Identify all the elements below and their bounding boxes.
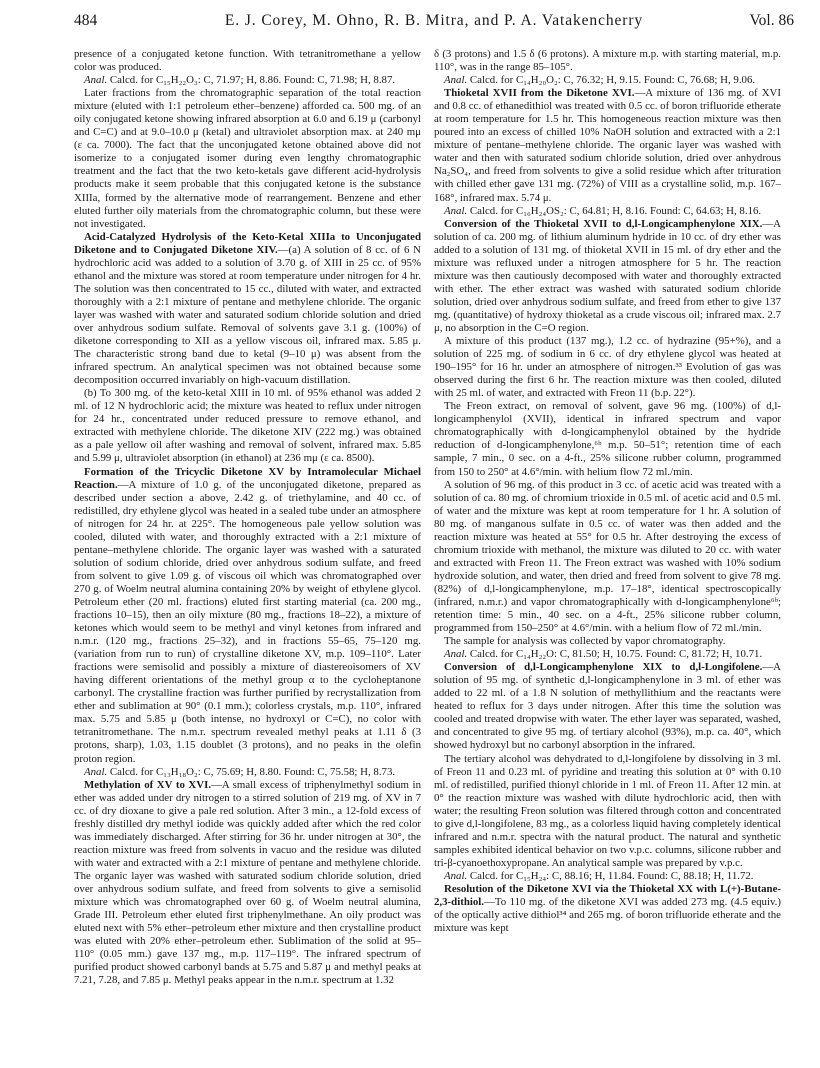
- paragraph-text: —A small excess of triphenylmethyl sodium in ether was added under dry nitrogen to a stirred solution of 219 mg. of XV in 7 cc. of dry dioxane to give a pale red solution. After 3 min., a 12-fold excess of freshly distilled dry methyl iodide was quickly added after which the red color was immediately discharged. After stirring for 36 hr. under nitrogen at 30°, the reaction mixture was freed from solvents in vacuo and the residue was diluted with water and extracted with a 2:1 mixture of pentane and methylene chloride. The organic layer was washed with saturated sodium chloride solution, dried over anhydrous sodium sulfate, and freed from solvents to give a semisolid mixture which was chromatographed over 60 g. of Woelm neutral alumina, Grade III. Petroleum ether eluted first triphenylmethane. An oily product was eluted next with 5% ether–petroleum ether mixture and then crystalline product was eluted with 20% ether–petroleum ether. Sublimation of the solid at 95–110° (0.05 mm.) gave 137 mg., m.p. 117–119°. The infrared spectrum of purified product showed carbonyl bands at 5.75 and 5.87 μ and methyl peaks at 7.21, 7.28, and 7.85 μ. Methyl peaks appear in the n.m.r. spectrum at 1.32: [74, 778, 421, 987]
- body-paragraph: [434, 48, 781, 74]
- analysis-label: Anal.: [444, 648, 468, 661]
- paragraph-text: —A solution of 95 mg. of synthetic d,l-longicamphenylone in 3 ml. of ether was added to 22 ml. of a 1.8 N solution of methyllithium and the reactants were heated to reflux for 3 days under nitrogen. After this time the solution was cooled and treated dropwise with water. The ether layer was separated, washed, and concentrated to give 95 mg. of tertiary alcohol (93%), m.p. ca. 40°, which showed hydroxyl but no carbonyl absorption in the infrared.: [434, 661, 781, 752]
- paragraph-text: Calcd. for C₁₄H₂₂O: C, 81.50; H, 10.75. Found: C, 81.72; H, 10.71.: [467, 648, 763, 661]
- paragraph-text: —A solution of ca. 200 mg. of lithium aluminum hydride in 10 cc. of dry ether was added to a solution of 131 mg. of thioketal XVII in 15 ml. of dry ether and the mixture was refluxed under a nitrogen atmosphere for 5 hr. The reaction mixture was then cautiously decomposed with water and thoroughly extracted with ether. The ether extract was washed with saturated sodium chloride solution, dried over anhydrous sodium sulfate, and freed from ether to give 137 mg. (quantitative) of hydroxy thioketal as a crude viscous oil; infrared max. 2.7 μ, no absorption in the C=O region.: [434, 217, 781, 334]
- body-paragraph: [434, 400, 781, 478]
- left-column: [74, 48, 421, 1058]
- body-paragraph: [434, 753, 781, 870]
- section-paragraph: [434, 661, 781, 752]
- paragraph-text: (b) To 300 mg. of the keto-ketal XIII in 10 ml. of 95% ethanol was added 2 ml. of 12 N hydrochloric acid; the mixture was heated to reflux under nitrogen for 24 hr., concentrated under reduced pressure to remove ethanol, and extracted with methylene chloride. The diketone XIV (222 mg.) was obtained as a pale yellow oil after washing and removal of solvent, infrared max. 5.85 and 5.99 μ, ultraviolet absorption (in ethanol) at 236 mμ (ε ca. 8500).: [74, 387, 421, 465]
- analysis-line: [74, 74, 421, 87]
- section-paragraph: [434, 218, 781, 335]
- paragraph-text: Calcd. for C₁₅H₂₄: C, 88.16; H, 11.84. Found: C, 88.18; H, 11.72.: [467, 869, 754, 882]
- section-heading: Conversion of d,l-Longicamphenylone XIX to d,l-Longifolene.: [444, 661, 763, 674]
- analysis-line: [74, 766, 421, 779]
- section-heading: Methylation of XV to XVI.: [84, 778, 212, 791]
- analysis-label: Anal.: [444, 869, 468, 882]
- section-paragraph: [74, 779, 421, 988]
- body-paragraph: [74, 48, 421, 74]
- paragraph-text: —A mixture of 1.0 g. of the unconjugated diketone, prepared as described under section a above, 2.42 g. of triethylamine, and 40 cc. of redistilled, dry ethylene glycol was heated in a sealed tube under an atmosphere of nitrogen for 24 hr. at 225°. The homogeneous pale yellow solution was cooled, diluted with water, and thoroughly extracted with a 2:1 mixture of pentane–methylene chloride. The organic layer was washed with a saturated solution of sodium chloride, dried over anhydrous sodium sulfate, and freed from solvent to give 1.09 g. of viscous oil which was chromatographed over 270 g. of Woelm neutral alumina containing 20% by weight of ethylene glycol. Petroleum ether (20 ml. fractions) eluted first starting material (ca. 200 mg., fractions 10–15), then an oily mixture (80 mg., fractions 18–22), a mixture of ketones which would seem to be methyl and vinyl ketones from infrared and n.m.r. (120 mg., fractions 25–32), and in fractions 55–65, 75–120 mg. (variation from run to run) of crystalline diketone XV, m.p. 109–110°. Later fractions were semisolid and possibly a mixture of diastereoisomers of XV having different orientations of the methyl group α to the cycloheptanone carbonyl. The crystalline fraction was further purified by recrystallization from ether and sublimation at 90° (0.1 mm.); colorless crystals, m.p. 110°, infrared max. 5.75 and 5.85 μ (both intense, no hydroxyl or C=C), no color with tetranitromethane. The n.m.r. spectrum revealed methyl peaks at 1.11 δ (3 protons, sharp), 1.03, 1.15 doublet (3 protons), and no peaks in the olefin proton region.: [74, 478, 421, 765]
- page-number: 484: [74, 12, 98, 29]
- paragraph-text: Calcd. for C₁₃H₁₈O₂: C, 75.69; H, 8.80. Found: C, 75.58; H, 8.73.: [107, 765, 396, 778]
- paragraph-text: δ (3 protons) and 1.5 δ (6 protons). A mixture m.p. with starting material, m.p. 110°, was in the range 85–105°.: [434, 48, 781, 74]
- section-paragraph: [74, 466, 421, 766]
- paragraph-text: Calcd. for C₁₄H₂₀O₂: C, 76.32; H, 9.15. Found: C, 76.68; H, 9.06.: [467, 74, 756, 87]
- analysis-label: Anal.: [444, 74, 468, 87]
- section-paragraph: [434, 87, 781, 204]
- analysis-line: [434, 648, 781, 661]
- paragraph-text: Calcd. for C₁₅H₂₂O₃: C, 71.97; H, 8.86. Found: C, 71.98; H, 8.87.: [107, 74, 396, 87]
- analysis-label: Anal.: [84, 74, 108, 87]
- paragraph-text: Calcd. for C₁₆H₂₄OS₂: C, 64.81; H, 8.16. Found: C, 64.63; H, 8.16.: [467, 204, 762, 217]
- paragraph-text: The tertiary alcohol was dehydrated to d,l-longifolene by dissolving in 3 ml. of Freon 11 and 0.23 ml. of pyridine and treating this solution at 0° with 0.10 ml. of redistilled, purified thionyl chloride in 1 ml. of Freon 11. After 12 min. at 0° the reaction mixture was washed with dilute hydrochloric acid, then with water; the resulting Freon solution was filtered through cotton and concentrated to give d,l-longifolene, 83 mg., as a colorless liquid having completely identical infrared and n.m.r. spectra with the natural product. The natural and synthetic samples exhibited identical behavior on two v.p.c. columns, silicone rubber and tri-β-cyanoethoxypropane. An analytical sample was prepared by v.p.c.: [434, 752, 781, 869]
- paragraph-text: The Freon extract, on removal of solvent, gave 96 mg. (100%) of d,l-longicamphenylol (XVII), identical in infrared spectrum and vapor chromatographically with d-longicamphenylol obtained by the hydride reduction of d-longicamphenylone,⁶ᵇ m.p. 50–51°; retention time of each sample, 7 min., 0 sec. on a 4-ft., 25% silicone rubber column, programmed from 150 to 250° at 4.6°/min. with helium flow 72 ml./min.: [434, 400, 781, 478]
- paragraph-text: A mixture of this product (137 mg.), 1.2 cc. of hydrazine (95+%), and a solution of 225 mg. of sodium in 6 cc. of dry ethylene glycol was heated at 190–195° for 16 hr. under an atmosphere of nitrogen.³³ Evolution of gas was observed during the first 6 hr. The reaction mixture was then cooled, diluted with 25 ml. of water, and extracted with Freon 11 (b.p. 22°).: [434, 335, 781, 400]
- section-heading: Conversion of the Thioketal XVII to d,l-Longicamphenylone XIX.: [444, 217, 763, 230]
- paragraph-text: —To 110 mg. of the diketone XVI was added 273 mg. (4.5 equiv.) of the optically active dithiol³⁴ and 265 mg. of boron trifluoride etherate and the mixture was kept: [434, 896, 781, 935]
- paragraph-text: —(a) A solution of 8 cc. of 6 N hydrochloric acid was added to a solution of 3.70 g. of XIII in 25 cc. of 95% ethanol and the mixture was stored at room temperature under nitrogen for 4 hr. The solution was then concentrated to 15 cc., diluted with water, and extracted thoroughly with a 2:1 mixture of pentane and methylene chloride. The organic layer was washed with water and saturated sodium chloride solution and dried over anhydrous sodium sulfate. Removal of solvents gave 3.1 g. (100%) of diketone corresponding to XII as a yellow viscous oil, infrared max. 5.85 μ. The characteristic strong band due to ketal (9–10 μ) was absent from the infrared spectrum. An analytical specimen was not obtained because some decomposition occurred invariably on high-vacuum distillation.: [74, 243, 421, 387]
- section-paragraph: [434, 883, 781, 935]
- journal-volume: Vol. 86: [749, 12, 794, 29]
- paragraph-text: Later fractions from the chromatographic separation of the total reaction mixture (eluted with 1:1 petroleum ether–benzene) afforded ca. 500 mg. of an oily conjugated ketone showing infrared absorption at 6.0 and 6.19 μ (carbonyl and C=C) and at 9.0–10.0 μ (ketal) and ultraviolet absorption max. at 240 mμ (ε ca. 7000). The fact that the unconjugated ketone obtained above did not isomerize to a conjugated isomer during even lengthy chromatographic treatment and the fact that the two keto-ketals gave different acid-hydrolysis products make it seem probable that this conjugated ketone is the substance XIIIa, formed by the alternative mode of rearrangement. Benzene and ether eluted further oily materials from the chromatographic column, but these were not investigated.: [74, 87, 421, 230]
- paragraph-text: A solution of 96 mg. of this product in 3 cc. of acetic acid was treated with a solution of ca. 80 mg. of chromium trioxide in 0.5 ml. of acetic acid and 0.5 ml. of water and the mixture was kept at room temperature for 1 hr. A solution of 80 mg. of manganous sulfate in 0.5 cc. of water was then added and the reaction mixture was heated at 55° for 0.5 hr. After destroying the excess of chromium trioxide with methanol, the mixture was diluted to 20 cc. with water and extracted with Freon 11. The Freon extract was washed with 10% sodium hydroxide solution, and water, then dried and freed from solvent to give 78 mg. (82%) of d,l-longicamphenylone, m.p. 17–18°, identical spectroscopically (infrared, n.m.r.) and vapor chromatographically with d-longicamphenylone⁶ᵇ; retention time: 5 min., 40 sec. on a 4-ft., 25% silicone rubber column, programmed from 150–250° at 4.6°/min. with a helium flow of 72 ml./min.: [434, 478, 781, 635]
- body-paragraph: [74, 387, 421, 465]
- analysis-line: [434, 205, 781, 218]
- section-heading: Thioketal XVII from the Diketone XVI.: [444, 87, 635, 100]
- analysis-label: Anal.: [444, 204, 468, 217]
- body-paragraph: [74, 87, 421, 231]
- section-heading: Formation of the Tricyclic Diketone XV by Intramolecular Michael Reaction.: [74, 465, 421, 491]
- section-paragraph: [74, 231, 421, 388]
- section-heading: Resolution of the Diketone XVI via the Thioketal XX with L(+)-Butane-2,3-dithiol.: [434, 883, 781, 909]
- body-paragraph: [434, 635, 781, 648]
- analysis-label: Anal.: [84, 765, 108, 778]
- paragraph-text: presence of a conjugated ketone function. With tetranitromethane a yellow color was produced.: [74, 48, 421, 74]
- analysis-line: [434, 74, 781, 87]
- running-header: [74, 12, 794, 36]
- paragraph-text: The sample for analysis was collected by vapor chromatography.: [444, 635, 726, 648]
- section-heading: Acid-Catalyzed Hydrolysis of the Keto-Ketal XIIIa to Unconjugated Diketone and to Conjugated Diketone XIV.: [74, 230, 421, 256]
- running-head-authors: E. J. Corey, M. Ohno, R. B. Mitra, and P. A. Vatakencherry: [224, 12, 644, 29]
- body-paragraph: [434, 479, 781, 636]
- body-paragraph: [434, 335, 781, 400]
- paragraph-text: —A mixture of 136 mg. of XVI and 0.8 cc. of ethanedithiol was treated with 0.5 cc. of boron trifluoride etherate at room temperature for 1.5 hr. This homogeneous reaction mixture was then poured into an excess of chilled 10% NaOH solution and extracted with a 2:1 mixture of pentane–methylene chloride. The organic layer was washed with water and then with saturated sodium chloride solution, dried over anhydrous Na₂SO₄, and freed from solvents to give a solid residue which after trituration with chilled ether gave 131 mg. (72%) of VIII as a crystalline solid, m.p. 167–168°, infrared max. 5.74 μ.: [434, 87, 781, 204]
- right-column: [434, 48, 781, 1058]
- analysis-line: [434, 870, 781, 883]
